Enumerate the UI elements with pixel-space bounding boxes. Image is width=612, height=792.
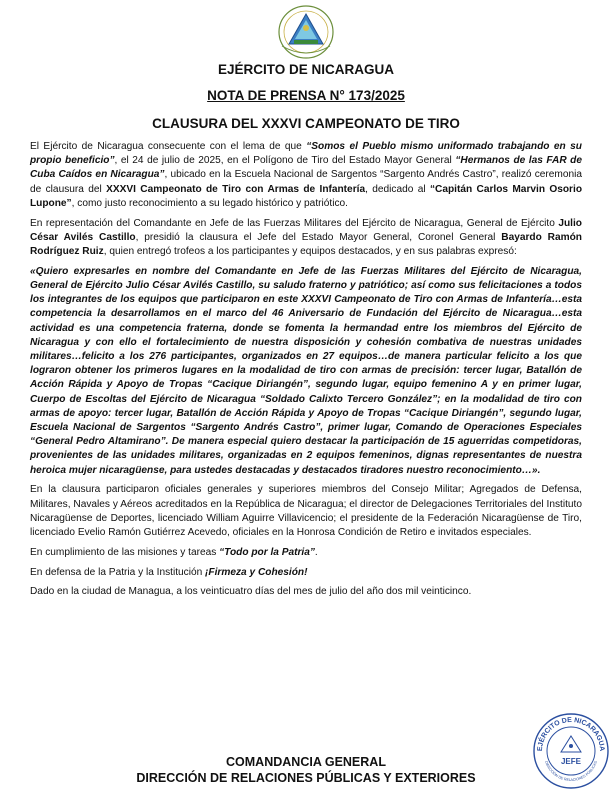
- text: , presidió la clausura el Jefe del Estado Mayor General, Coronel General: [135, 231, 502, 243]
- text: El Ejército de Nicaragua consecuente con el lema de que: [30, 141, 307, 152]
- chief-name: Bayardo Ramón Rodríguez Ruiz: [30, 231, 582, 258]
- text: En defensa de la Patria y la Institución: [30, 566, 206, 578]
- text: .: [314, 546, 318, 558]
- seal-bottom-text: DIRECCIÓN DE RELACIONES PÚBLICAS: [544, 760, 598, 783]
- motto-text: “Todo por la Patria”: [219, 546, 315, 558]
- text: , como justo reconocimiento a su legado histórico y patriótico.: [71, 197, 348, 209]
- paragraph-date: Dado en la ciudad de Managua, a los veinticuatro días del mes de julio del año dos mil veinticinco.: [30, 586, 472, 598]
- text: , quien entregó trofeos a los participantes y equipos destacados, y en sus palabras expresó:: [103, 246, 517, 258]
- paragraph-missions: [30, 546, 582, 560]
- press-release-body: [30, 140, 582, 605]
- paragraph-defense: [30, 566, 582, 580]
- page-title: CLAUSURA DEL XXXVI CAMPEONATO DE TIRO: [152, 116, 460, 131]
- event-name: XXXVI Campeonato de Tiro con Armas de Infantería: [106, 183, 366, 195]
- seal-center-text: JEFE: [560, 757, 582, 766]
- commander-name: Julio César Avilés Castillo: [30, 217, 582, 243]
- speech-quote: «Quiero expresarles en nombre del Comandante en Jefe de las Fuerzas Militares del Ejército de Nicaragua, General de Ejército Julio César Avilés Castillo, su saludo fraterno y patriótico; así como sus felicitaciones a todos los integrantes de los equipos que participaron en este XXXVI Campeonato de Tiro con Armas de Infantería…esta competencia la desarrollamos en el marco del 46 Aniversario de Fundación del Ejército de Nicaragua…esta actividad es una competencia fraterna, donde se fomenta la hermandad entre los miembros del Ejército de Nicaragua y con ello el fortalecimiento de nuestra disposición y cohesión combativa de nuestras unidades militares…felicito a los 276 participantes, organizados en 27 equipos…de manera particular felicito a los que lograron obtener los primeros lugares en la modalidad de tiro con armas de precisión: tercer lugar, Batallón de Acción Rápida y Apoyo de Tropas “Cacique Diriangén”, segundo lugar, equipo femenino A y en primer lugar, Cuerpo de Escoltas del Ejército de Nicaragua “Soldado Calixto Tercero González”; en la modalidad de tiro con armas de apoyo: tercer lugar, Batallón de Acción Rápida y Apoyo de Tropas “Cacique Diriangén”, segundo lugar, Escuela Nacional de Sargentos “Sargento Andrés Castro”, primer lugar, Comando de Operaciones Especiales “General Pedro Altamirano”. De manera especial quiero destacar la participación de 15 aguerridas competidoras, provenientes de las unidades militares, organizadas en 2 equipos femeninos, dignas representantes de nuestra heroica mujer nicaragüense, para ustedes destacadas y destacados tiradores nuestro reconocimiento…».: [30, 265, 582, 476]
- motto-text: ¡Firmeza y Cohesión!: [205, 566, 308, 578]
- paragraph-representation: [30, 217, 582, 260]
- signature-line-2: DIRECCIÓN DE RELACIONES PÚBLICAS Y EXTERIORES: [136, 771, 476, 785]
- text: En cumplimiento de las misiones y tareas: [30, 546, 220, 558]
- text: , ubicado en la Escuela Nacional de Sargentos “Sargento Andrés Castro”, realizó ceremonia de clausura del: [30, 169, 582, 195]
- paragraph-intro: [30, 140, 582, 211]
- paragraph-attendees: En la clausura participaron oficiales generales y superiores miembros del Consejo Militar; Agregados de Defensa, Militares, Navales y Aéreos acreditados en la República de Nicaragua; el director de Delegaciones Territoriales del Instituto Nicaragüense de Deportes, licenciado William Aguirre Villavicencio; el presidente de la Federación Nicaragüense de Tiro, licenciado Evelio Ramón Gutiérrez Acevedo, oficiales en la Honrosa Condición de Retiro e invitados especiales.: [30, 484, 582, 539]
- range-name: “Hermanos de las FAR de Cuba Caídos en Nicaragua”: [30, 155, 582, 181]
- text: , dedicado al: [365, 183, 430, 195]
- dedicatee-name: “Capitán Carlos Marvin Osorio Lupone”: [30, 183, 582, 209]
- motto-text: “Somos el Pueblo mismo uniformado trabajando en su propio beneficio”: [30, 141, 582, 167]
- text: , el 24 de julio de 2025, en el Polígono de Tiro del Estado Mayor General: [114, 155, 456, 167]
- seal-ring-text: EJÉRCITO DE NICARAGUA: [536, 716, 606, 752]
- organization-heading: EJÉRCITO DE NICARAGUA: [217, 62, 395, 77]
- army-emblem-icon: [262, 4, 350, 60]
- text: En representación del Comandante en Jefe de las Fuerzas Militares del Ejército de Nicaragua, General de Ejército: [30, 217, 559, 229]
- press-release-number: NOTA DE PRENSA N° 173/2025: [207, 88, 405, 103]
- signature-line-1: COMANDANCIA GENERAL: [226, 755, 386, 769]
